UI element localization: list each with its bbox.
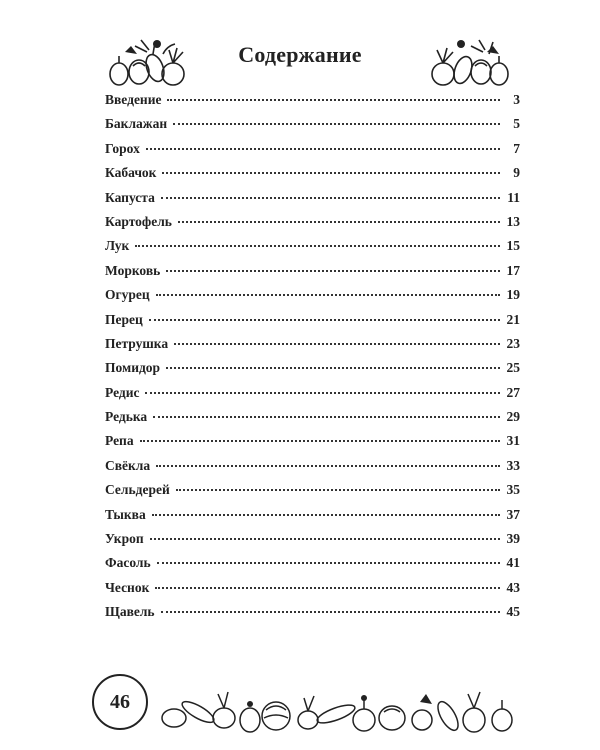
toc-entry (105, 360, 520, 384)
toc-entry (105, 409, 520, 433)
dot-leader (161, 611, 500, 613)
toc-entry-title: Огурец (105, 287, 150, 303)
dot-leader (166, 270, 500, 272)
toc-entry-title: Сельдерей (105, 482, 170, 498)
toc-entry-title: Морковь (105, 262, 161, 278)
toc-entry-page: 43 (506, 579, 520, 595)
toc-entry (105, 604, 520, 628)
toc-entry-page: 7 (513, 140, 520, 156)
toc-entry (105, 92, 520, 116)
toc-entry-title: Помидор (105, 360, 161, 376)
page-header (0, 30, 600, 94)
toc-entry-title: Тыква (105, 506, 146, 522)
toc-entry-page: 5 (513, 116, 520, 132)
toc-entry (105, 531, 520, 555)
toc-entry-page: 33 (506, 457, 520, 473)
toc-entry-title: Введение (105, 92, 162, 107)
toc-entry-page: 11 (507, 189, 520, 205)
toc-entry-title: Редька (105, 409, 148, 425)
toc-entry-title: Горох (105, 140, 140, 156)
toc-entry-page: 35 (506, 482, 520, 498)
toc-entry-title: Свёкла (105, 457, 151, 473)
page-footer (0, 668, 600, 750)
vegetable-border-icon (158, 682, 526, 740)
toc-entry-title: Петрушка (105, 335, 169, 351)
vegetables-right-icon (423, 32, 513, 92)
toc-entry-page: 21 (506, 311, 520, 327)
page-title: Содержание (238, 42, 362, 67)
toc-entry (105, 190, 520, 214)
toc-entry-page: 29 (506, 409, 520, 425)
toc-entry-page: 31 (506, 433, 520, 449)
toc-entry-title: Репа (105, 433, 134, 449)
dot-leader (174, 343, 500, 345)
toc-entry-page: 9 (513, 165, 520, 181)
toc-entry-page: 37 (506, 506, 520, 522)
toc-entry-page: 25 (506, 360, 520, 376)
toc-entry (105, 385, 520, 409)
dot-leader (157, 562, 500, 564)
toc-entry (105, 433, 520, 457)
dot-leader (156, 294, 500, 296)
dot-leader (166, 367, 500, 369)
toc-entry (105, 336, 520, 360)
dot-leader (162, 172, 500, 174)
dot-leader (167, 99, 500, 101)
dot-leader (149, 319, 500, 321)
toc-entry-title: Картофель (105, 213, 172, 229)
toc-entry (105, 287, 520, 311)
toc-entry-title: Редис (105, 384, 140, 400)
toc-entry-page: 17 (506, 262, 520, 278)
toc-entry (105, 580, 520, 604)
dot-leader (145, 392, 500, 394)
toc-entry-title: Лук (105, 238, 130, 254)
dot-leader (140, 440, 500, 442)
toc-entry-page: 15 (506, 238, 520, 254)
toc-entry (105, 165, 520, 189)
toc-entry-title: Щавель (105, 604, 155, 620)
toc-entry (105, 141, 520, 165)
toc-entry-page: 23 (506, 335, 520, 351)
toc-entry-page: 41 (506, 555, 520, 571)
table-of-contents (105, 92, 520, 629)
toc-entry-page: 3 (513, 92, 520, 107)
toc-entry (105, 555, 520, 579)
toc-entry-title: Укроп (105, 531, 144, 547)
toc-entry-page: 13 (506, 213, 520, 229)
toc-entry (105, 214, 520, 238)
toc-entry-title: Капуста (105, 189, 155, 205)
toc-entry-title: Перец (105, 311, 143, 327)
toc-entry-page: 45 (506, 604, 520, 620)
dot-leader (178, 221, 500, 223)
toc-entry-title: Баклажан (105, 116, 168, 132)
toc-entry-title: Чеснок (105, 579, 150, 595)
dot-leader (161, 197, 500, 199)
dot-leader (156, 465, 500, 467)
toc-entry-title: Кабачок (105, 165, 157, 181)
dot-leader (155, 587, 500, 589)
toc-entry-page: 19 (506, 287, 520, 303)
dot-leader (152, 514, 500, 516)
dot-leader (173, 123, 500, 125)
toc-entry (105, 238, 520, 262)
toc-entry-page: 27 (506, 384, 520, 400)
dot-leader (176, 489, 500, 491)
toc-entry (105, 263, 520, 287)
toc-entry (105, 507, 520, 531)
dot-leader (153, 416, 500, 418)
toc-entry-page: 39 (506, 531, 520, 547)
toc-entry-title: Фасоль (105, 555, 151, 571)
toc-entry (105, 482, 520, 506)
dot-leader (135, 245, 500, 247)
page-number: 46 (92, 674, 148, 730)
toc-entry (105, 116, 520, 140)
dot-leader (150, 538, 500, 540)
toc-entry (105, 312, 520, 336)
toc-entry (105, 458, 520, 482)
dot-leader (146, 148, 500, 150)
